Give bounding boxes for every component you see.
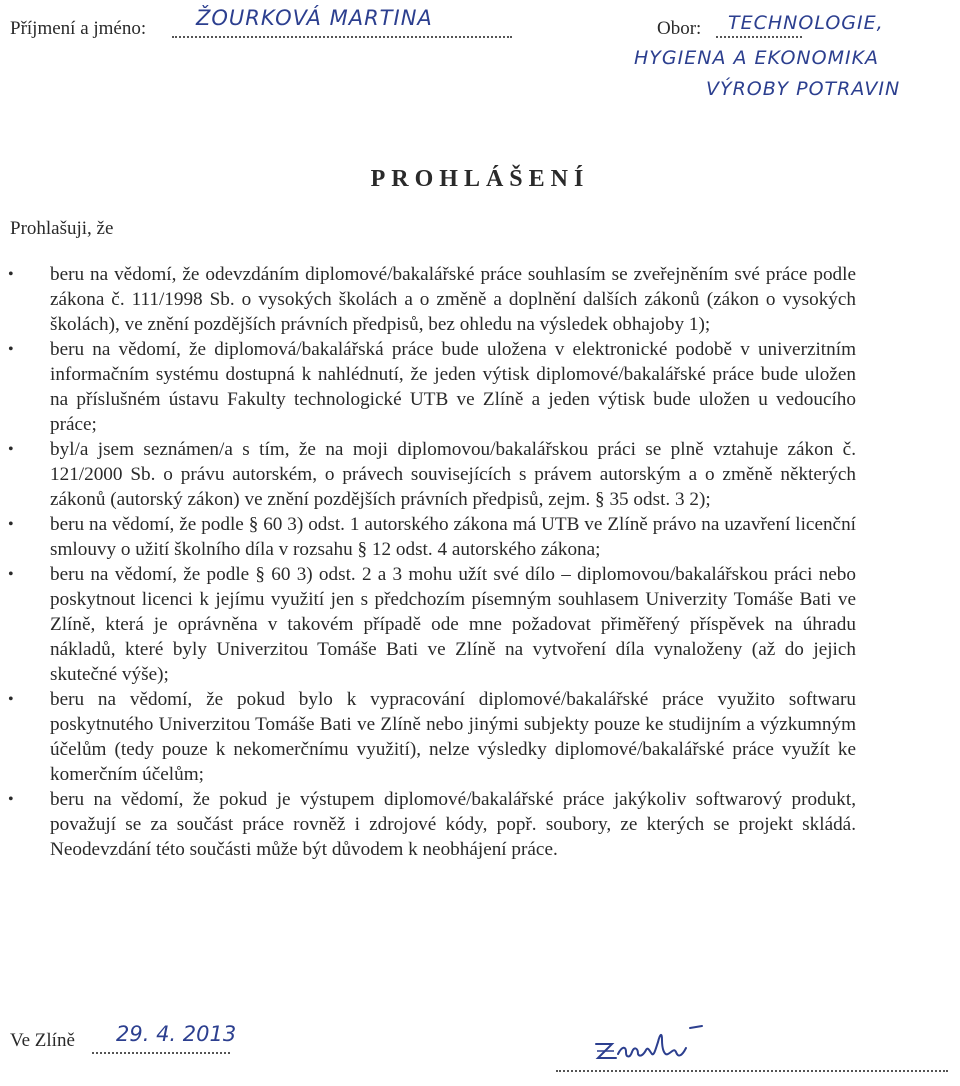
bullet-icon: • <box>8 341 14 358</box>
declaration-item <box>8 512 856 562</box>
bullet-icon: • <box>8 441 14 458</box>
name-dotted-line <box>172 36 512 38</box>
bullet-icon: • <box>8 791 14 808</box>
place-label: Ve Zlíně <box>10 1030 75 1051</box>
bullet-icon: • <box>8 691 14 708</box>
date-dotted-line <box>92 1052 230 1054</box>
signature-icon <box>592 1018 712 1064</box>
declaration-text: beru na vědomí, že odevzdáním diplomové/bakalářské práce souhlasím se zveřejněním své práce podle zákona č. 111/1998 Sb. o vysokých školách a o změně a doplnění dalších zákonů (zákon o vysokých školách), ve znění pozdějších právních předpisů, bez ohledu na výsledek obhajoby 1); <box>50 264 856 335</box>
intro-text: Prohlašuji, že <box>10 218 114 239</box>
declaration-text: beru na vědomí, že podle § 60 3) odst. 1 autorského zákona má UTB ve Zlíně právo na uzavření licenční smlouvy o užití školního díla v rozsahu § 12 odst. 4 autorského zákona; <box>50 514 856 560</box>
bullet-icon: • <box>8 566 14 583</box>
declaration-item <box>8 437 856 512</box>
bullet-icon: • <box>8 516 14 533</box>
field-dotted-line <box>716 36 802 38</box>
declaration-text: beru na vědomí, že pokud je výstupem diplomové/bakalářské práce jakýkoliv softwarový produkt, považují se za součást práce rovněž i zdrojové kódy, popř. soubory, ze kterých se projekt skládá. Neodevzdání této součásti může být důvodem k neobhájení práce. <box>50 789 856 860</box>
field-handwritten-line-2: HYGIENA A EKONOMIKA <box>634 47 880 69</box>
signature-dotted-line <box>556 1070 948 1072</box>
declaration-item <box>8 337 856 437</box>
document-title: PROHLÁŠENÍ <box>370 166 590 192</box>
declaration-text: beru na vědomí, že diplomová/bakalářská práce bude uložena v elektronické podobě v univerzitním informačním systému dostupná k nahlédnutí, že jeden výtisk diplomové/bakalářské práce bude uložen na příslušném ústavu Fakulty technologické UTB ve Zlíně a jeden výtisk bude uložen u vedoucího práce; <box>50 339 856 435</box>
date-handwritten-value: 29. 4. 2013 <box>116 1022 237 1046</box>
name-handwritten-value: ŽOURKOVÁ MARTINA <box>196 6 433 30</box>
field-handwritten-line-3: VÝROBY POTRAVIN <box>706 78 901 100</box>
declaration-item <box>8 787 856 862</box>
bullet-icon: • <box>8 266 14 283</box>
declaration-item <box>8 562 856 687</box>
declaration-text: beru na vědomí, že podle § 60 3) odst. 2 a 3 mohu užít své dílo – diplomovou/bakalářskou práci nebo poskytnout licenci k jejímu využití jen s předchozím písemným souhlasem Univerzity Tomáše Bati ve Zlíně, která je oprávněna v takovém případě ode mne požadovat přiměřený příspěvek na úhradu nákladů, které byly Univerzitou Tomáše Bati ve Zlíně na vytvoření díla vynaloženy (až do jejich skutečné výše); <box>50 564 856 685</box>
field-label: Obor: <box>657 18 702 39</box>
signature-image <box>592 1018 712 1069</box>
name-label: Příjmení a jméno: <box>10 18 147 39</box>
declaration-item <box>8 687 856 787</box>
declaration-text: beru na vědomí, že pokud bylo k vypracování diplomové/bakalářské práce využito softwaru poskytnutého Univerzitou Tomáše Bati ve Zlíně nebo jinými subjekty pouze ke studijním a výzkumným účelům (tedy pouze k nekomerčnímu využití), nelze výsledky diplomové/bakalářské práce využít ke komerčním účelům; <box>50 689 856 785</box>
field-handwritten-line-1: TECHNOLOGIE, <box>728 12 884 34</box>
declaration-text: byl/a jsem seznámen/a s tím, že na moji diplomovou/bakalářskou práci se plně vztahuje zákon č. 121/2000 Sb. o právu autorském, o právech souvisejících s právem autorským a o změně některých zákonů (autorský zákon) ve znění pozdějších právních předpisů, zejm. § 35 odst. 3 2); <box>50 439 856 510</box>
declaration-list <box>8 262 856 862</box>
declaration-item <box>8 262 856 337</box>
